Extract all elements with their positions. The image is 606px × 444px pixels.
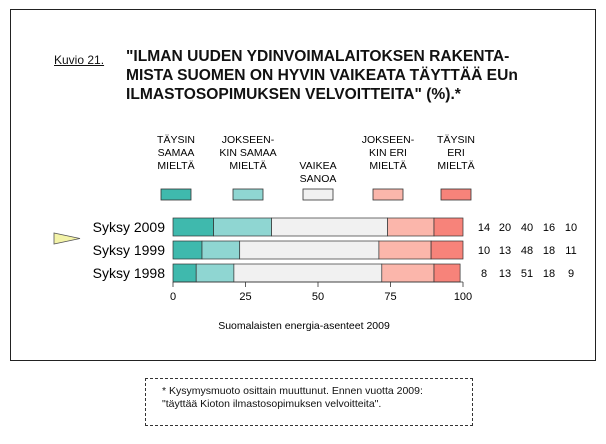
category-label: Syksy 2009 [92,219,165,235]
data-value-label: 18 [542,245,556,257]
data-value-label: 18 [542,268,556,280]
bar-segment [173,218,214,236]
data-value-label: 8 [480,268,488,280]
data-value-label: 13 [498,268,512,280]
bar-segment [173,241,202,259]
bar-segment [214,218,272,236]
data-value-label: 14 [477,222,491,234]
figure-label: Kuvio 21. [54,53,105,67]
data-value-label: 13 [498,245,512,257]
legend-label-1: TÄYSIN [157,134,195,146]
bar-segment [434,218,463,236]
legend-swatch-5 [441,189,471,200]
x-tick-label: 100 [453,291,473,303]
data-value-label: 51 [520,268,534,280]
x-axis [170,282,472,332]
legend-label-1: MIELTÄ [157,160,195,172]
legend-label-2: KIN SAMAA [219,147,277,159]
legend-swatch-3 [303,189,333,200]
x-tick-label: 25 [239,291,252,303]
category-label: Syksy 1998 [92,265,165,281]
data-value-label: 10 [564,222,578,234]
data-value-label: 40 [520,222,534,234]
legend-swatch-2 [233,189,263,200]
x-axis-label: Suomalaisten energia-asenteet 2009 [218,320,390,332]
data-value-label: 9 [567,268,575,280]
bars [93,218,578,282]
bar-segment [196,264,234,282]
bar-segment [431,241,463,259]
category-label: Syksy 1999 [92,242,165,258]
bar-segment [173,264,196,282]
x-tick-label: 50 [311,291,325,303]
bar-segment [379,241,431,259]
x-tick-label: 0 [169,291,177,303]
highlight-pointer-icon [54,233,80,244]
data-value-label: 16 [542,222,556,234]
bar-segment [388,218,434,236]
legend-swatch-4 [373,189,403,200]
legend-label-5: MIELTÄ [437,160,475,172]
bar-segment [240,241,379,259]
legend-label-4: MIELTÄ [369,160,407,172]
bar-segment [202,241,240,259]
legend-label-5: TÄYSIN [437,134,475,146]
legend-label-4: JOKSEEN- [361,134,415,146]
data-value-label: 48 [520,245,534,257]
legend-label-5: ERI [447,147,465,159]
legend-label-1: SAMAA [157,147,195,159]
x-tick-label: 75 [384,291,397,303]
footnote: * Kysymysmuoto osittain muuttunut. Ennen vuotta 2009: "täyttää Kioton ilmastosopimuksen velvoitteita". [145,378,473,426]
legend-label-2: JOKSEEN- [221,134,275,146]
chart-title: "ILMAN UUDEN YDINVOIMALAITOKSEN RAKENTA- MISTA SUOMEN ON HYVIN VAIKEATA TÄYTTÄÄ EUn ILMASTOSOPIMUKSEN VELVOITTEITA" (%).* [126,48,518,103]
data-value-label: 20 [498,222,512,234]
data-value-label: 11 [565,245,577,257]
bar-segment [234,264,382,282]
legend-label-4: KIN ERI [369,147,407,159]
bar-segment [434,264,460,282]
legend-label-3: VAIKEA [299,160,337,172]
bar-segment [272,218,388,236]
legend [157,134,475,200]
bar-segment [382,264,434,282]
legend-label-3: SANOA [299,173,337,185]
data-value-label: 10 [477,245,491,257]
legend-swatch-1 [161,189,191,200]
legend-label-2: MIELTÄ [229,160,267,172]
